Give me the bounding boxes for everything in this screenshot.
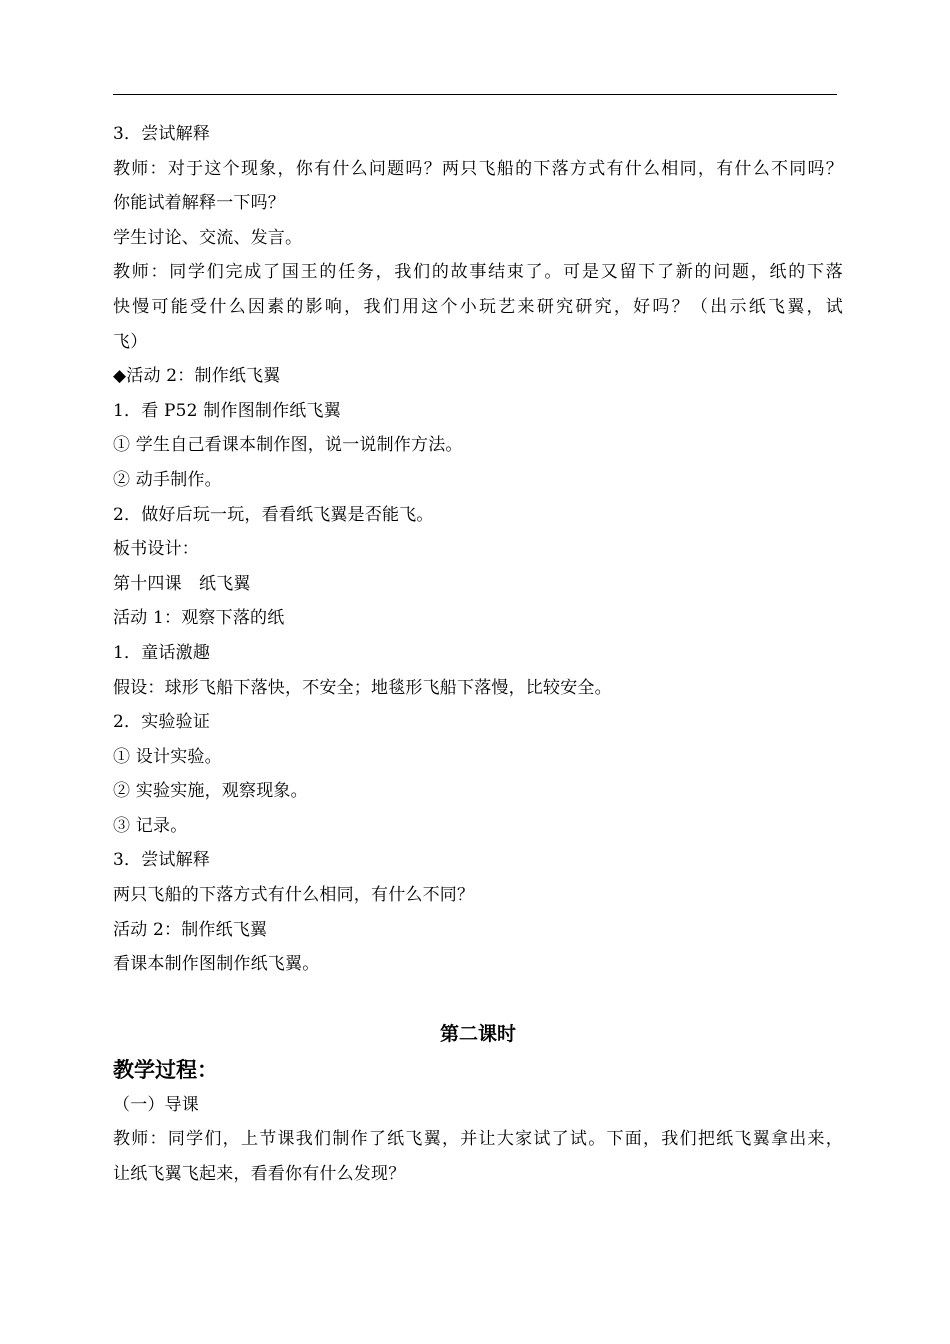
header-rule [113, 94, 837, 95]
document-body [113, 117, 843, 1192]
text-line: 看课本制作图制作纸飞翼。 [113, 954, 320, 975]
text-line: 第十四课 纸飞翼 [113, 573, 251, 594]
text-line: ① 学生自己看课本制作图，说一说制作方法。 [113, 435, 463, 456]
text-line: ② 动手制作。 [113, 469, 222, 490]
text-line: 活动 2：制作纸飞翼 [113, 919, 268, 940]
text-line: 3．尝试解释 [113, 850, 211, 871]
text-line: 1．看 P52 制作图制作纸飞翼 [113, 400, 341, 421]
lesson-part-1 [113, 117, 843, 982]
text-line: ③ 记录。 [113, 815, 188, 836]
text-line: 假设：球形飞船下落快，不安全；地毯形飞船下落慢，比较安全。 [113, 677, 612, 698]
lesson-part-2 [113, 1088, 843, 1192]
text-line: 2．做好后玩一玩，看看纸飞翼是否能飞。 [113, 504, 434, 525]
text-line: 两只飞船的下落方式有什么相同，有什么不同？ [113, 885, 475, 906]
text-line: 活动 1：观察下落的纸 [113, 608, 285, 629]
teaching-process-heading: 教学过程： [113, 1057, 218, 1082]
text-line: ② 实验实施，观察现象。 [113, 781, 308, 802]
text-line: 教师：同学们，上节课我们制作了纸飞翼，并让大家试了试。下面，我们把纸飞翼拿出来， [113, 1129, 843, 1150]
text-line: （一）导课 [113, 1094, 199, 1115]
text-line: 教师：同学们完成了国王的任务，我们的故事结束了。可是又留下了新的问题，纸的下落 [113, 262, 843, 283]
text-line: 快慢可能受什么因素的影响，我们用这个小玩艺来研究研究，好吗？（出示纸飞翼，试 [113, 296, 843, 317]
text-line: 你能试着解释一下吗？ [113, 193, 285, 214]
text-line: 1．童话激趣 [113, 642, 211, 663]
text-line: 2．实验验证 [113, 712, 211, 733]
text-line: 板书设计： [113, 539, 199, 560]
section-title: 第二课时 [439, 1022, 516, 1045]
text-line: 让纸飞翼飞起来，看看你有什么发现？ [113, 1164, 406, 1185]
text-line: 学生讨论、交流、发言。 [113, 227, 303, 248]
text-line: 3．尝试解释 [113, 124, 211, 144]
text-line: 教师：对于这个现象，你有什么问题吗？两只飞船的下落方式有什么相同，有什么不同吗？ [113, 158, 843, 179]
section-gap [113, 982, 843, 1016]
text-line: ① 设计实验。 [113, 746, 222, 767]
text-line: ◆活动 2：制作纸飞翼 [113, 366, 281, 387]
text-line: 飞） [113, 331, 148, 352]
